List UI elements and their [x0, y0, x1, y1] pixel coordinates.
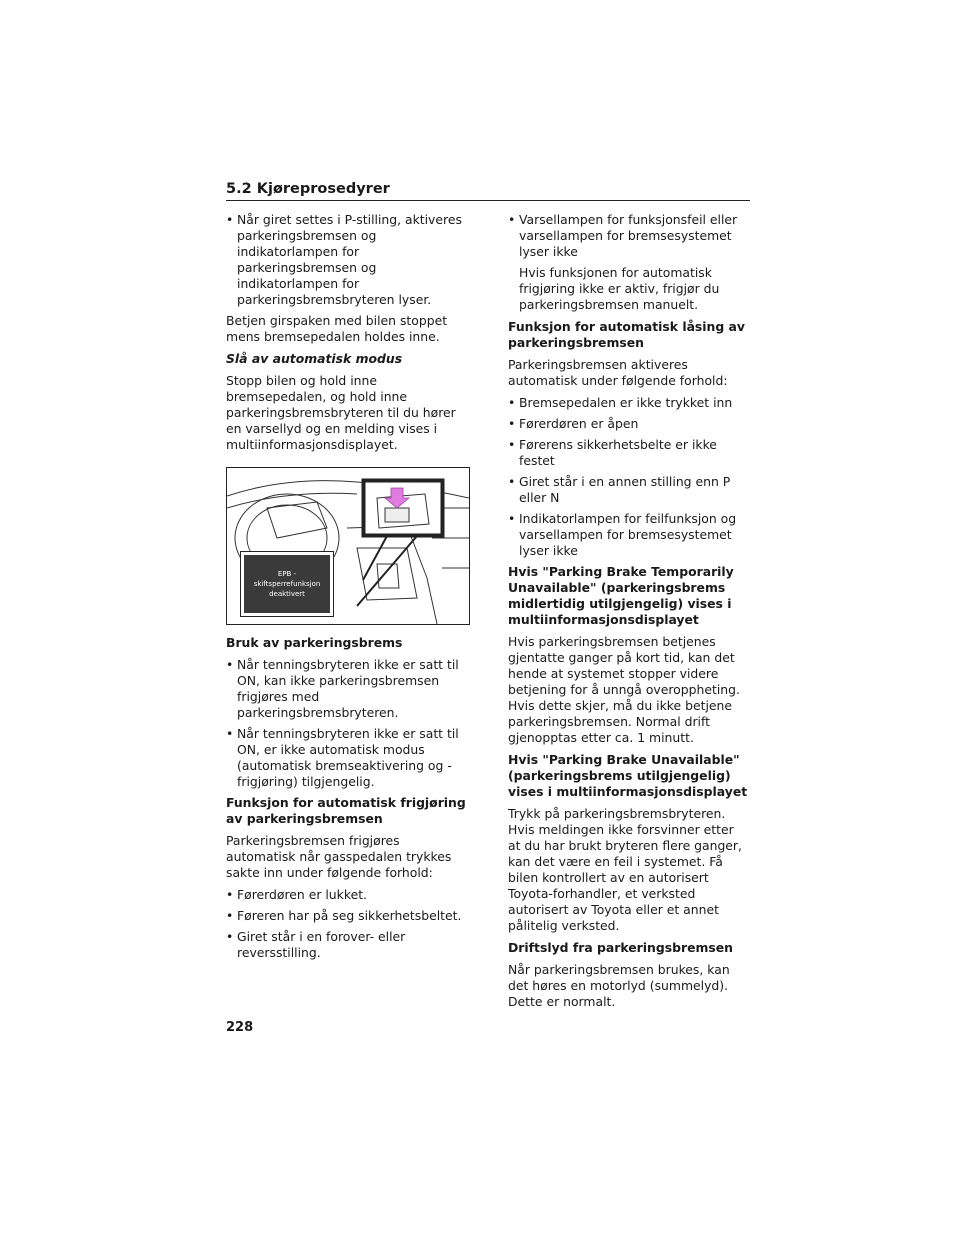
list-item: • Førerens sikkerhetsbelte er ikke festet: [508, 437, 750, 469]
subheading: Bruk av parkeringsbrems: [226, 635, 403, 650]
indented-paragraph: Hvis funksjonen for automatisk frigjøring ikke er aktiv, frigjør du parkeringsbremsen manuelt.: [519, 265, 720, 312]
bullet-item: • Når giret settes i P-stilling, aktiveres parkeringsbremsen og indikatorlampen for parkeringsbremsen og indikatorlampen for parkeringsbremsbryteren lyser.: [226, 212, 468, 308]
paragraph: Stopp bilen og hold inne bremsepedalen, og hold inne parkeringsbremsbryteren til du hører en varsellyd og en melding vises i multiinformasjonsdisplayet.: [226, 373, 456, 452]
subheading: Funksjon for automatisk låsing av parkeringsbremsen: [508, 319, 745, 350]
bullet-item: • Varsellampen for funksjonsfeil eller varsellampen for bremsesystemet lyser ikke: [508, 212, 750, 260]
bullet-item: • Når tenningsbryteren ikke er satt til ON, er ikke automatisk modus (automatisk bremseaktivering og -frigjøring) tilgjengelig.: [226, 726, 468, 790]
section-header: [226, 178, 750, 201]
epb-message-callout: [241, 552, 333, 616]
list-item: • Føreren har på seg sikkerhetsbeltet.: [226, 908, 468, 924]
callout-line: skiftsperrefunksjon: [253, 580, 321, 588]
subheading: Funksjon for automatisk frigjøring av parkeringsbremsen: [226, 795, 466, 826]
right-column: [508, 212, 750, 1016]
paragraph: Trykk på parkeringsbremsbryteren. Hvis meldingen ikke forsvinner etter at du har brukt bryteren flere ganger, kan det være en feil i systemet. Få bilen kontrollert av en autorisert Toyota-forhandler, et verksted autorisert av Toyota eller et annet pålitelig verksted.: [508, 806, 742, 933]
parking-brake-illustration: [226, 467, 470, 625]
paragraph: Parkeringsbremsen frigjøres automatisk når gasspedalen trykkes sakte inn under følgende forhold:: [226, 833, 452, 880]
list-item: • Giret står i en annen stilling enn P eller N: [508, 474, 750, 506]
paragraph: Hvis parkeringsbremsen betjenes gjentatte ganger på kort tid, kan det hende at systemet stopper videre betjening for å unngå overoppheting. Hvis dette skjer, må du ikke betjene parkeringsbremsen. Normal drift gjenopptas etter ca. 1 minutt.: [508, 634, 740, 745]
paragraph: Når parkeringsbremsen brukes, kan det høres en motorlyd (summelyd). Dette er normalt.: [508, 962, 730, 1009]
callout-line: EPB -: [277, 570, 297, 578]
paragraph: Parkeringsbremsen aktiveres automatisk under følgende forhold:: [508, 357, 728, 388]
page-number: 228: [226, 1020, 254, 1035]
section-title: 5.2 Kjøreprosedyrer: [226, 181, 390, 197]
list-item: • Indikatorlampen for feilfunksjon og varsellampen for bremsesystemet lyser ikke: [508, 511, 750, 559]
callout-line: deaktivert: [269, 590, 305, 598]
bullet-item: • Når tenningsbryteren ikke er satt til ON, kan ikke parkeringsbremsen frigjøres med parkeringsbremsbryteren.: [226, 657, 468, 721]
list-item: • Førerdøren er åpen: [508, 416, 750, 432]
paragraph: Betjen girspaken med bilen stoppet mens bremsepedalen holdes inne.: [226, 313, 448, 344]
subheading: Slå av automatisk modus: [226, 351, 403, 366]
list-item: • Giret står i en forover- eller reversstilling.: [226, 929, 468, 961]
subheading: Driftslyd fra parkeringsbremsen: [508, 940, 733, 955]
list-item: • Førerdøren er lukket.: [226, 887, 468, 903]
subheading: Hvis "Parking Brake Temporarily Unavailable" (parkeringsbrems midlertidig utilgjengelig) vises i multiinformasjonsdisplayet: [508, 564, 734, 627]
subheading: Hvis "Parking Brake Unavailable" (parkeringsbrems utilgjengelig) vises i multiinformasjonsdisplayet: [508, 752, 748, 799]
list-item: • Bremsepedalen er ikke trykket inn: [508, 395, 750, 411]
left-column: [226, 212, 468, 966]
